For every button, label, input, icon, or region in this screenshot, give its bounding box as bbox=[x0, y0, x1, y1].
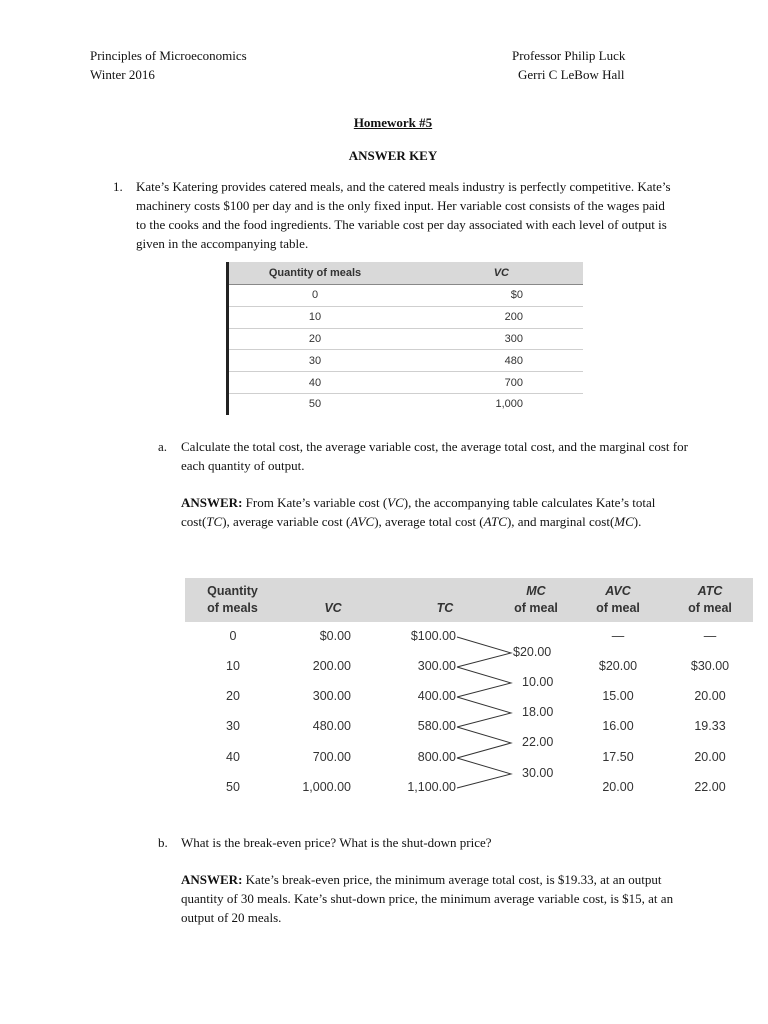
table-row bbox=[229, 329, 583, 351]
mc-connector bbox=[457, 667, 511, 697]
header-line: MC bbox=[526, 584, 546, 598]
mc-connector bbox=[457, 697, 511, 727]
table-row bbox=[229, 285, 583, 307]
variable-cost-table bbox=[226, 262, 583, 415]
cell-tc: 400.00 bbox=[417, 689, 456, 703]
course-header bbox=[90, 46, 247, 84]
cell-quantity: 0 bbox=[229, 629, 237, 643]
part-b-answer bbox=[181, 870, 681, 927]
part-b-letter: b. bbox=[158, 835, 168, 850]
answer-term: MC bbox=[614, 514, 634, 529]
cell-vc: 700 bbox=[504, 376, 523, 389]
answer-term: AVC bbox=[350, 514, 375, 529]
term: Winter 2016 bbox=[90, 67, 155, 82]
cell-tc: 580.00 bbox=[417, 719, 456, 733]
cell-atc: 22.00 bbox=[694, 780, 726, 794]
cell-atc: 19.33 bbox=[694, 719, 726, 733]
cell-avc: — bbox=[611, 629, 625, 643]
cell-tc: 800.00 bbox=[417, 750, 456, 764]
cell-quantity: 50 bbox=[308, 398, 322, 411]
cell-quantity: 10 bbox=[226, 659, 240, 673]
part-a-question: Calculate the total cost, the average variable cost, the average total cost, and the marginal cost for each quantity of output. bbox=[181, 439, 688, 473]
cell-avc: $20.00 bbox=[598, 659, 638, 673]
answer-term: TC bbox=[206, 514, 223, 529]
cell-vc: 480 bbox=[504, 354, 523, 367]
cell-vc: 200.00 bbox=[312, 659, 351, 673]
answer-text: ), average total cost ( bbox=[374, 514, 484, 529]
header-quantity: Quantity of meals bbox=[268, 267, 362, 279]
table-row bbox=[229, 350, 583, 372]
cell-vc: 700.00 bbox=[312, 750, 351, 764]
part-a-answer bbox=[181, 493, 671, 531]
cell-mc: 18.00 bbox=[522, 705, 554, 719]
mc-connector bbox=[457, 758, 511, 788]
cell-atc: 20.00 bbox=[694, 689, 726, 703]
table-row bbox=[229, 394, 583, 415]
cell-quantity: 10 bbox=[308, 311, 322, 324]
course-name: Principles of Microeconomics bbox=[90, 48, 247, 63]
cell-avc: 15.00 bbox=[602, 689, 634, 703]
table-row bbox=[229, 307, 583, 329]
cell-mc: 22.00 bbox=[522, 735, 554, 749]
header-vc: VC bbox=[324, 601, 342, 615]
instructor-header bbox=[512, 46, 625, 84]
cell-quantity: 30 bbox=[308, 354, 322, 367]
cell-vc: 200 bbox=[504, 311, 523, 324]
cell-quantity: 20 bbox=[226, 689, 240, 703]
professor-name: Professor Philip Luck bbox=[512, 48, 626, 63]
header-line: of meal bbox=[688, 601, 732, 615]
cell-quantity: 20 bbox=[308, 332, 322, 345]
answer-text: From Kate’s variable cost ( bbox=[242, 495, 388, 510]
table-header-row bbox=[229, 262, 583, 285]
header-line: of meal bbox=[514, 601, 558, 615]
location: Gerri C LeBow Hall bbox=[518, 67, 625, 82]
mc-connector-lines bbox=[185, 578, 753, 798]
page-title: Homework #5 bbox=[353, 115, 433, 130]
cell-vc: 1,000.00 bbox=[302, 780, 351, 794]
cell-quantity: 0 bbox=[311, 289, 319, 302]
cell-quantity: 40 bbox=[308, 376, 322, 389]
cell-atc: $30.00 bbox=[690, 659, 730, 673]
cell-mc: $20.00 bbox=[513, 645, 552, 659]
part-b-question: What is the break-even price? What is the shut-down price? bbox=[181, 835, 492, 850]
answer-text: ), the accompanying table calculates Kate’s total cost( bbox=[181, 495, 656, 529]
mc-connector bbox=[457, 637, 511, 667]
answer-text: ), and marginal cost( bbox=[506, 514, 615, 529]
cell-quantity: 40 bbox=[226, 750, 240, 764]
cell-tc: 300.00 bbox=[417, 659, 456, 673]
cell-quantity: 30 bbox=[226, 719, 240, 733]
cell-vc: 300.00 bbox=[312, 689, 351, 703]
header-line: of meals bbox=[207, 601, 258, 615]
question-number: 1. bbox=[113, 179, 123, 194]
part-a-letter: a. bbox=[158, 439, 168, 454]
cell-tc: $100.00 bbox=[410, 629, 456, 643]
cell-mc: 30.00 bbox=[522, 766, 554, 780]
cell-quantity: 50 bbox=[226, 780, 240, 794]
cell-mc: 10.00 bbox=[522, 675, 554, 689]
page-subtitle: ANSWER KEY bbox=[348, 148, 438, 163]
header-tc: TC bbox=[436, 601, 454, 615]
answer-text: ), average variable cost ( bbox=[222, 514, 351, 529]
cell-vc: 1,000 bbox=[495, 398, 523, 411]
answer-text: ). bbox=[633, 514, 642, 529]
cell-avc: 20.00 bbox=[602, 780, 634, 794]
answer-term: ATC bbox=[483, 514, 507, 529]
cost-table bbox=[185, 578, 753, 798]
cell-vc: 480.00 bbox=[312, 719, 351, 733]
cell-avc: 16.00 bbox=[602, 719, 634, 733]
answer-label: ANSWER: bbox=[181, 872, 243, 887]
header-line: of meal bbox=[596, 601, 640, 615]
table-row bbox=[229, 372, 583, 394]
cell-tc: 1,100.00 bbox=[407, 780, 456, 794]
cell-avc: 17.50 bbox=[602, 750, 634, 764]
header-line: Quantity bbox=[207, 584, 258, 598]
cell-vc: $0 bbox=[510, 289, 523, 302]
header-line: ATC bbox=[697, 584, 723, 598]
answer-text: Kate’s break-even price, the minimum average total cost, is $19.33, at an output quantity of 30 meals. Kate’s shut-down price, the minimum average variable cost, is $15, at an output of 20 meals. bbox=[181, 872, 674, 925]
cell-vc: $0.00 bbox=[319, 629, 351, 643]
cell-vc: 300 bbox=[504, 332, 523, 345]
mc-connector bbox=[457, 727, 511, 758]
answer-label: ANSWER: bbox=[181, 495, 243, 510]
answer-term: VC bbox=[387, 495, 404, 510]
header-vc: VC bbox=[493, 267, 509, 279]
cell-atc: — bbox=[703, 629, 717, 643]
question-text: Kate’s Katering provides catered meals, and the catered meals industry is perfectly competitive. Kate’s machinery costs $100 per day and is the only fixed input. Her variable cost consists of the wages paid to the cooks and the food ingredients. The variable cost per day associated with each level of output is given in the accompanying table. bbox=[136, 179, 671, 251]
cell-atc: 20.00 bbox=[694, 750, 726, 764]
header-line: AVC bbox=[605, 584, 631, 598]
